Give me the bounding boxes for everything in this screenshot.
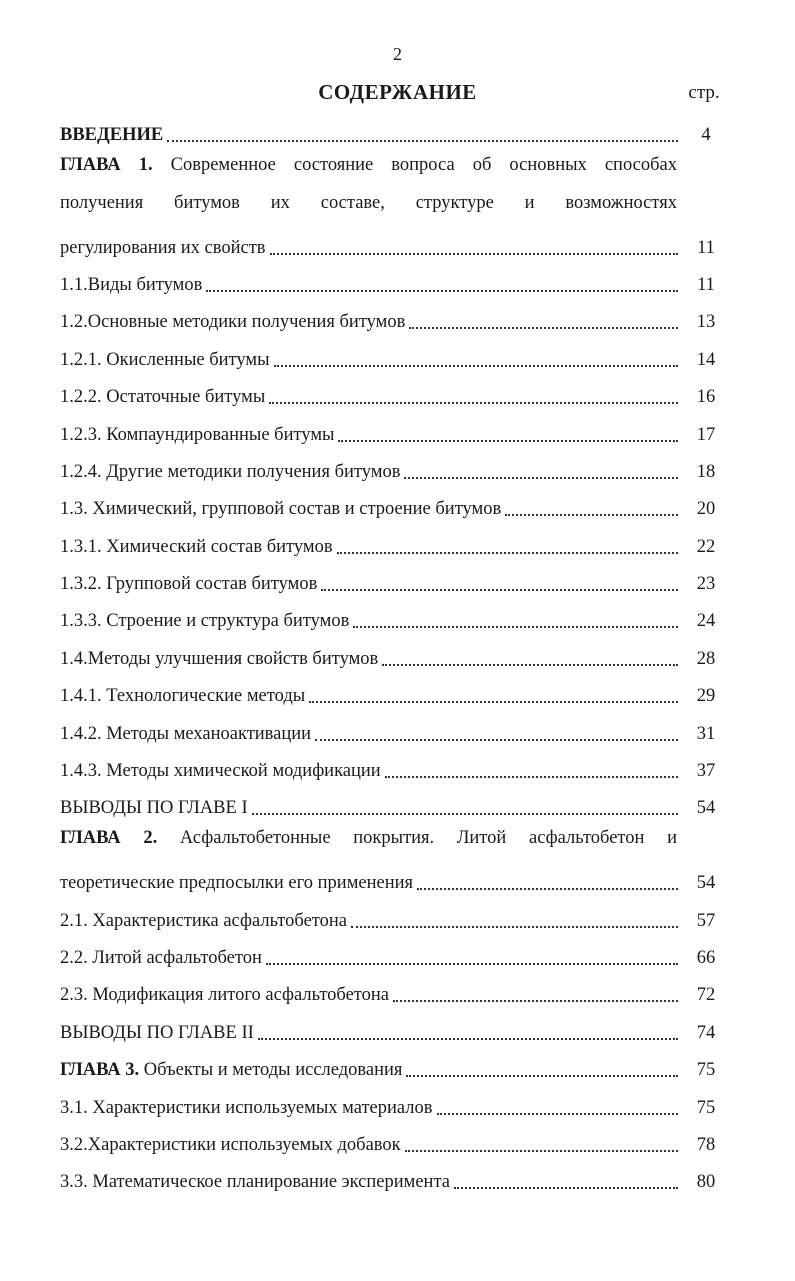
- toc-entry-line: [60, 147, 677, 184]
- toc-entry-text: 1.3.1. Химический состав битумов: [60, 536, 333, 557]
- toc-entry-page: 57: [696, 910, 716, 931]
- toc-entry[interactable]: [60, 484, 730, 521]
- toc-entry-title: Объекты и методы исследования: [143, 1060, 403, 1081]
- toc-entry-page: 54: [696, 873, 716, 894]
- toc-entry-text: 1.3. Химический, групповой состав и строение битумов: [60, 499, 502, 520]
- toc-leader-dots: [269, 401, 678, 404]
- toc-entry-page: 74: [696, 1022, 716, 1043]
- toc-leader-dots: [505, 513, 678, 516]
- toc-entry[interactable]: [60, 933, 730, 970]
- toc-entry-text: 2.2. Литой асфальтобетон: [60, 947, 262, 968]
- toc-entry-text: ВВЕДЕНИЕ: [60, 125, 164, 146]
- toc-entry-text: 1.2.2. Остаточные битумы: [60, 387, 266, 408]
- toc-leader-dots: [437, 1112, 679, 1115]
- toc-entry-text: 1.4.Методы улучшения свойств битумов: [60, 648, 379, 669]
- toc-chapter-label: ГЛАВА 1.: [60, 155, 153, 176]
- toc-entry-page: 23: [696, 574, 716, 595]
- toc-leader-dots: [266, 962, 678, 965]
- toc-leader-dots: [337, 551, 678, 554]
- toc-entry[interactable]: [60, 633, 730, 670]
- toc-chapter-label: ГЛАВА 2.: [60, 828, 158, 849]
- toc-entry[interactable]: [60, 297, 730, 334]
- toc-entry[interactable]: [60, 708, 730, 745]
- toc-entry-page: 4: [701, 125, 711, 146]
- toc-leader-dots: [382, 663, 678, 666]
- toc-leader-dots: [206, 289, 678, 292]
- toc-leader-dots: [406, 1074, 678, 1077]
- toc-leader-dots: [351, 925, 678, 928]
- toc-entry-text: 1.2.1. Окисленные битумы: [60, 349, 270, 370]
- toc-entry[interactable]: [60, 970, 730, 1007]
- toc-leader-dots: [385, 775, 678, 778]
- table-of-contents: [60, 110, 730, 1194]
- toc-entry[interactable]: [60, 447, 730, 484]
- toc-entry-text: 3.2.Характеристики используемых добавок: [60, 1134, 401, 1155]
- toc-entry-page: 22: [696, 536, 716, 557]
- toc-entry-text: ВЫВОДЫ ПО ГЛАВЕ II: [60, 1022, 254, 1043]
- toc-leader-dots: [393, 999, 678, 1002]
- toc-entry-text: 1.2.Основные методики получения битумов: [60, 312, 406, 333]
- toc-leader-dots: [409, 326, 678, 329]
- toc-entry[interactable]: [60, 671, 730, 708]
- toc-entry-text: 1.3.2. Групповой состав битумов: [60, 574, 318, 595]
- toc-entry[interactable]: [60, 559, 730, 596]
- toc-entry-page: 72: [696, 985, 716, 1006]
- toc-entry-page: 78: [696, 1134, 716, 1155]
- toc-entry-text: 3.1. Характеристики используемых материалов: [60, 1097, 433, 1118]
- toc-entry-chapter-3[interactable]: [60, 1045, 730, 1082]
- page-title: СОДЕРЖАНИЕ: [318, 80, 477, 104]
- toc-entry-text: регулирования их свойств: [60, 237, 266, 258]
- toc-entry[interactable]: [60, 746, 730, 783]
- toc-leader-dots: [321, 588, 678, 591]
- toc-entry-conclusions-chapter-1[interactable]: [60, 783, 730, 820]
- toc-entry-page: 54: [696, 798, 716, 819]
- toc-entry[interactable]: [60, 596, 730, 633]
- toc-entry[interactable]: [60, 334, 730, 371]
- toc-entry-page: 16: [696, 387, 716, 408]
- toc-entry-page: 17: [696, 424, 716, 445]
- toc-entry-text: 1.4.2. Методы механоактивации: [60, 723, 312, 744]
- toc-entry-page: 18: [696, 461, 716, 482]
- page-number: 2: [393, 44, 402, 64]
- toc-entry-text: Асфальтобетонные покрытия. Литой асфальтобетон и: [179, 828, 677, 849]
- page-column-label: стр.: [688, 82, 720, 103]
- toc-entry-line: получения битумов их составе, структуре и возможностях: [60, 192, 677, 213]
- toc-entry-conclusions-chapter-2[interactable]: [60, 1007, 730, 1044]
- toc-entry-page: 11: [697, 237, 715, 258]
- toc-entry-text: ВЫВОДЫ ПО ГЛАВЕ I: [60, 798, 248, 819]
- toc-leader-dots: [338, 439, 678, 442]
- toc-entry-text: 2.1. Характеристика асфальтобетона: [60, 910, 347, 931]
- toc-entry-line: [60, 820, 677, 857]
- toc-entry-text: 1.4.3. Методы химической модификации: [60, 761, 381, 782]
- toc-entry-text: [60, 1058, 402, 1082]
- toc-chapter-label: ГЛАВА 3.: [60, 1060, 140, 1081]
- toc-leader-dots: [167, 139, 678, 142]
- toc-leader-dots: [309, 700, 678, 703]
- toc-entry-text: 1.2.4. Другие методики получения битумов: [60, 461, 401, 482]
- toc-entry-text: 1.2.3. Компаундированные битумы: [60, 424, 335, 445]
- toc-entry[interactable]: [60, 521, 730, 558]
- toc-leader-dots: [270, 252, 678, 255]
- toc-entry-text: 1.4.1. Технологические методы: [60, 686, 306, 707]
- toc-leader-dots: [454, 1186, 678, 1189]
- toc-entry-text: 1.3.3. Строение и структура битумов: [60, 611, 350, 632]
- toc-leader-dots: [315, 738, 678, 741]
- toc-entry-page: 20: [696, 499, 716, 520]
- toc-leader-dots: [353, 625, 678, 628]
- toc-entry-text: 2.3. Модификация литого асфальтобетона: [60, 985, 390, 1006]
- toc-entry[interactable]: [60, 1120, 730, 1157]
- toc-entry-page: 75: [696, 1060, 716, 1081]
- toc-entry-text: 3.3. Математическое планирование эксперимента: [60, 1172, 450, 1193]
- toc-entry[interactable]: [60, 1157, 730, 1194]
- toc-leader-dots: [417, 887, 678, 890]
- toc-entry-page: 28: [696, 648, 716, 669]
- toc-entry-text: теоретические предпосылки его применения: [60, 873, 414, 894]
- toc-entry-page: 66: [696, 947, 716, 968]
- toc-entry-page: 80: [696, 1172, 716, 1193]
- toc-entry[interactable]: [60, 895, 730, 932]
- toc-entry-chapter-2[interactable]: [60, 820, 730, 895]
- toc-leader-dots: [404, 476, 678, 479]
- toc-leader-dots: [258, 1037, 678, 1040]
- toc-entry-page: 31: [696, 723, 716, 744]
- toc-entry[interactable]: [60, 409, 730, 446]
- toc-entry-page: 37: [696, 761, 716, 782]
- toc-entry-page: 29: [696, 686, 716, 707]
- toc-entry-text: 1.1.Виды битумов: [60, 274, 203, 295]
- toc-entry-page: 24: [696, 611, 716, 632]
- toc-entry-page: 11: [697, 274, 715, 295]
- toc-entry-chapter-1[interactable]: [60, 147, 730, 259]
- toc-entry[interactable]: [60, 1082, 730, 1119]
- toc-entry-page: 75: [696, 1097, 716, 1118]
- toc-entry-page: 13: [696, 312, 716, 333]
- toc-entry[interactable]: [60, 372, 730, 409]
- toc-leader-dots: [405, 1149, 678, 1152]
- toc-entry-page: 14: [696, 349, 716, 370]
- toc-entry-introduction[interactable]: [60, 110, 730, 147]
- toc-entry-text: Современное состояние вопроса об основных способах: [170, 155, 677, 176]
- toc-leader-dots: [252, 812, 678, 815]
- toc-leader-dots: [274, 364, 678, 367]
- toc-entry[interactable]: [60, 260, 730, 297]
